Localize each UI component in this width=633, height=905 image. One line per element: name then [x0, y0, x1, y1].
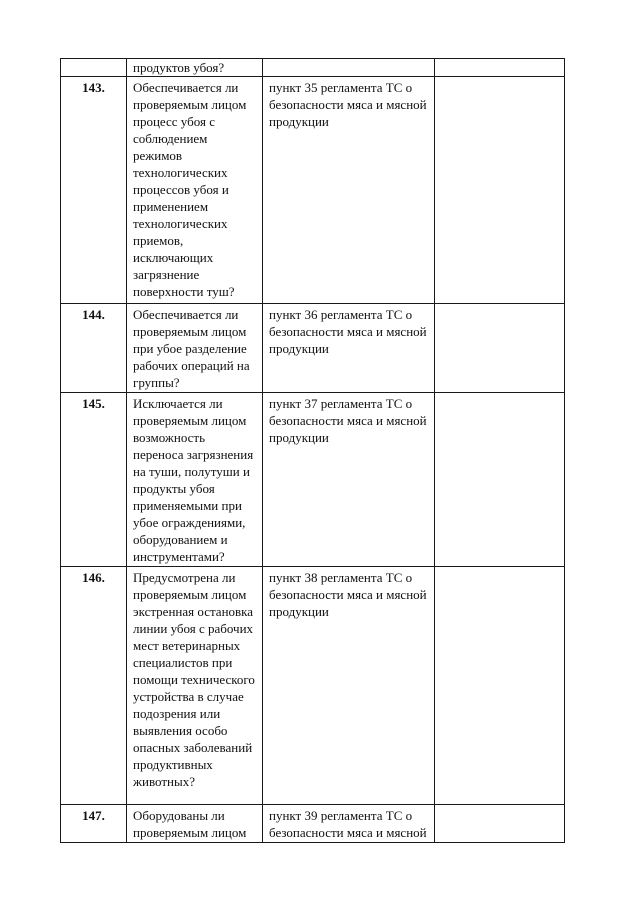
reference-cell: пункт 37 регламента ТС о безопасности мяса и мясной продукции [263, 393, 435, 567]
row-number: 145. [61, 393, 127, 567]
question-cell: Предусмотрена ли проверяемым лицом экстренная остановка линии убоя с рабочих мест ветеринарных специалистов при помощи технического устройства в случае подозрения или выявления особо опасных заболеваний продуктивных животных? [127, 567, 263, 805]
table-row [61, 77, 565, 304]
table-row-continuation [61, 59, 565, 77]
question-cell: Оборудованы ли проверяемым лицом [127, 805, 263, 843]
question-cell: продуктов убоя? [127, 59, 263, 77]
table-row [61, 805, 565, 843]
reference-cell [263, 59, 435, 77]
note-cell [435, 567, 565, 805]
reference-cell: пункт 35 регламента ТС о безопасности мяса и мясной продукции [263, 77, 435, 304]
checklist-table [60, 58, 565, 843]
row-number: 147. [61, 805, 127, 843]
reference-cell: пункт 36 регламента ТС о безопасности мяса и мясной продукции [263, 304, 435, 393]
note-cell [435, 77, 565, 304]
question-cell: Исключается ли проверяемым лицом возможность переноса загрязнения на туши, полутуши и продукты убоя применяемыми при убое ограждениями, оборудованием и инструментами? [127, 393, 263, 567]
note-cell [435, 805, 565, 843]
note-cell [435, 393, 565, 567]
table-row [61, 567, 565, 805]
table-row [61, 304, 565, 393]
number-cell [61, 59, 127, 77]
question-cell: Обеспечивается ли проверяемым лицом при убое разделение рабочих операций на группы? [127, 304, 263, 393]
table-row [61, 393, 565, 567]
row-number: 143. [61, 77, 127, 304]
reference-cell: пункт 39 регламента ТС о безопасности мяса и мясной [263, 805, 435, 843]
note-cell [435, 59, 565, 77]
note-cell [435, 304, 565, 393]
row-number: 144. [61, 304, 127, 393]
question-cell: Обеспечивается ли проверяемым лицом процесс убоя с соблюдением режимов технологических процессов убоя и применением технологических приемов, исключающих загрязнение поверхности туш? [127, 77, 263, 304]
reference-cell: пункт 38 регламента ТС о безопасности мяса и мясной продукции [263, 567, 435, 805]
row-number: 146. [61, 567, 127, 805]
